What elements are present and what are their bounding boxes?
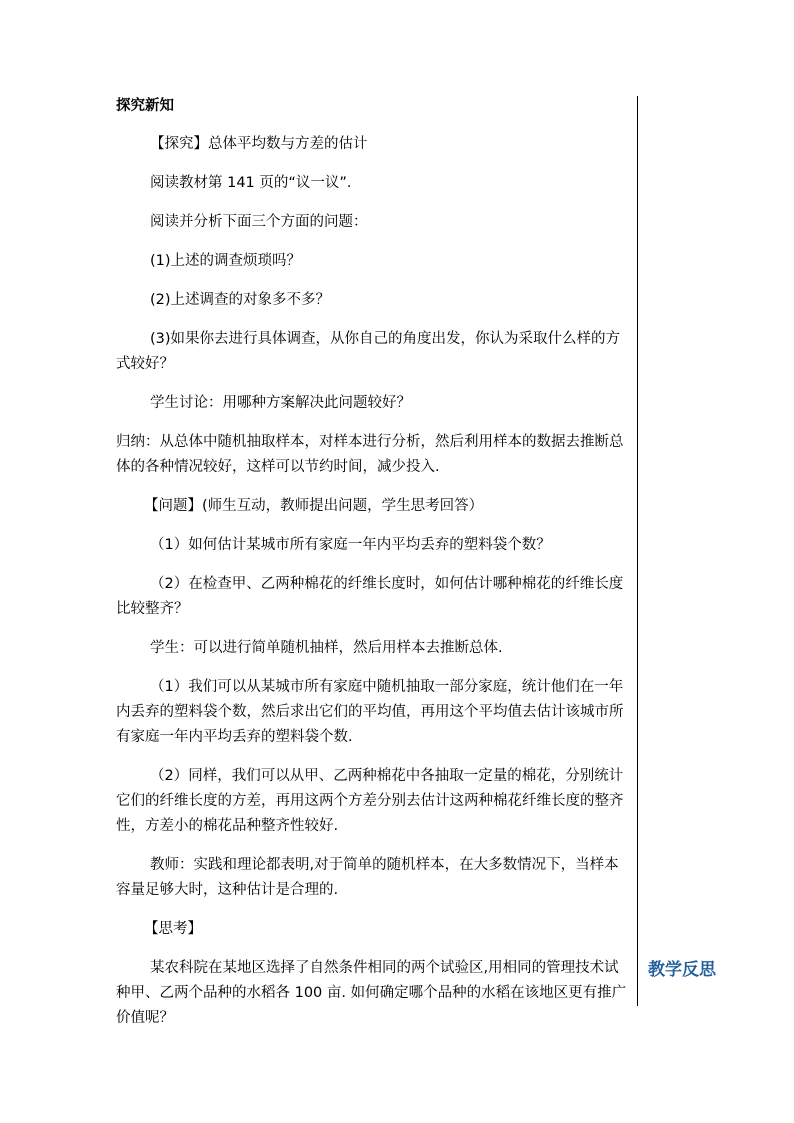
student-discussion: 学生讨论：用哪种方案解决此问题较好？ bbox=[150, 395, 411, 411]
paragraph: 阅读并分析下面三个方面的问题： bbox=[150, 214, 368, 230]
question-item: (2)上述调查的对象多不多？ bbox=[150, 292, 331, 308]
think-paragraph: 某农科院在某地区选择了自然条件相同的两个试验区,用相同的管理技术试种甲、乙两个品种的水稻各 100 亩. 如何确定哪个品种的水稻在该地区更有推广价值呢？ bbox=[116, 960, 627, 1026]
student-answer: 学生：可以进行简单随机抽样，然后用样本去推断总体. bbox=[150, 640, 503, 656]
main-column bbox=[116, 93, 632, 1031]
question-item: (1)上述的调查烦琐吗？ bbox=[150, 253, 302, 269]
problem-heading: 【问题】(师生互动，教师提出问题，学生思考回答） bbox=[144, 498, 484, 514]
explore-heading: 【探究】总体平均数与方差的估计 bbox=[150, 136, 368, 152]
column-divider bbox=[637, 96, 638, 1006]
question-item: (3)如果你去进行具体调查，从你自己的角度出发，你认为采取什么样的方式较好？ bbox=[116, 331, 621, 372]
think-heading: 【思考】 bbox=[144, 921, 202, 937]
answer-item: （1）我们可以从某城市所有家庭中随机抽取一部分家庭，统计他们在一年内丢弃的塑料袋个数，然后求出它们的平均值，再用这个平均值去估计该城市所有家庭一年内平均丢弃的塑料袋个数. bbox=[116, 679, 624, 745]
teaching-reflection-label: 教学反思 bbox=[648, 960, 716, 980]
summary-paragraph: 归纳：从总体中随机抽取样本，对样本进行分析，然后利用样本的数据去推断总体的各种情况较好，这样可以节约时间，减少投入. bbox=[116, 434, 624, 475]
section-title: 探究新知 bbox=[116, 97, 174, 114]
problem-item: （2）在检查甲、乙两种棉花的纤维长度时，如何估计哪种棉花的纤维长度比较整齐？ bbox=[116, 576, 624, 617]
problem-item: （1）如何估计某城市所有家庭一年内平均丢弃的塑料袋个数？ bbox=[150, 537, 551, 553]
paragraph: 阅读教材第 141 页的“议一议”. bbox=[150, 175, 352, 191]
teacher-remark: 教师：实践和理论都表明,对于简单的随机样本，在大多数情况下，当样本容量足够大时，这种估计是合理的. bbox=[116, 857, 619, 898]
answer-item: （2）同样，我们可以从甲、乙两种棉花中各抽取一定量的棉花，分别统计它们的纤维长度的方差，再用这两个方差分别去估计这两种棉花纤维长度的整齐性，方差小的棉花品种整齐性较好. bbox=[116, 768, 624, 834]
